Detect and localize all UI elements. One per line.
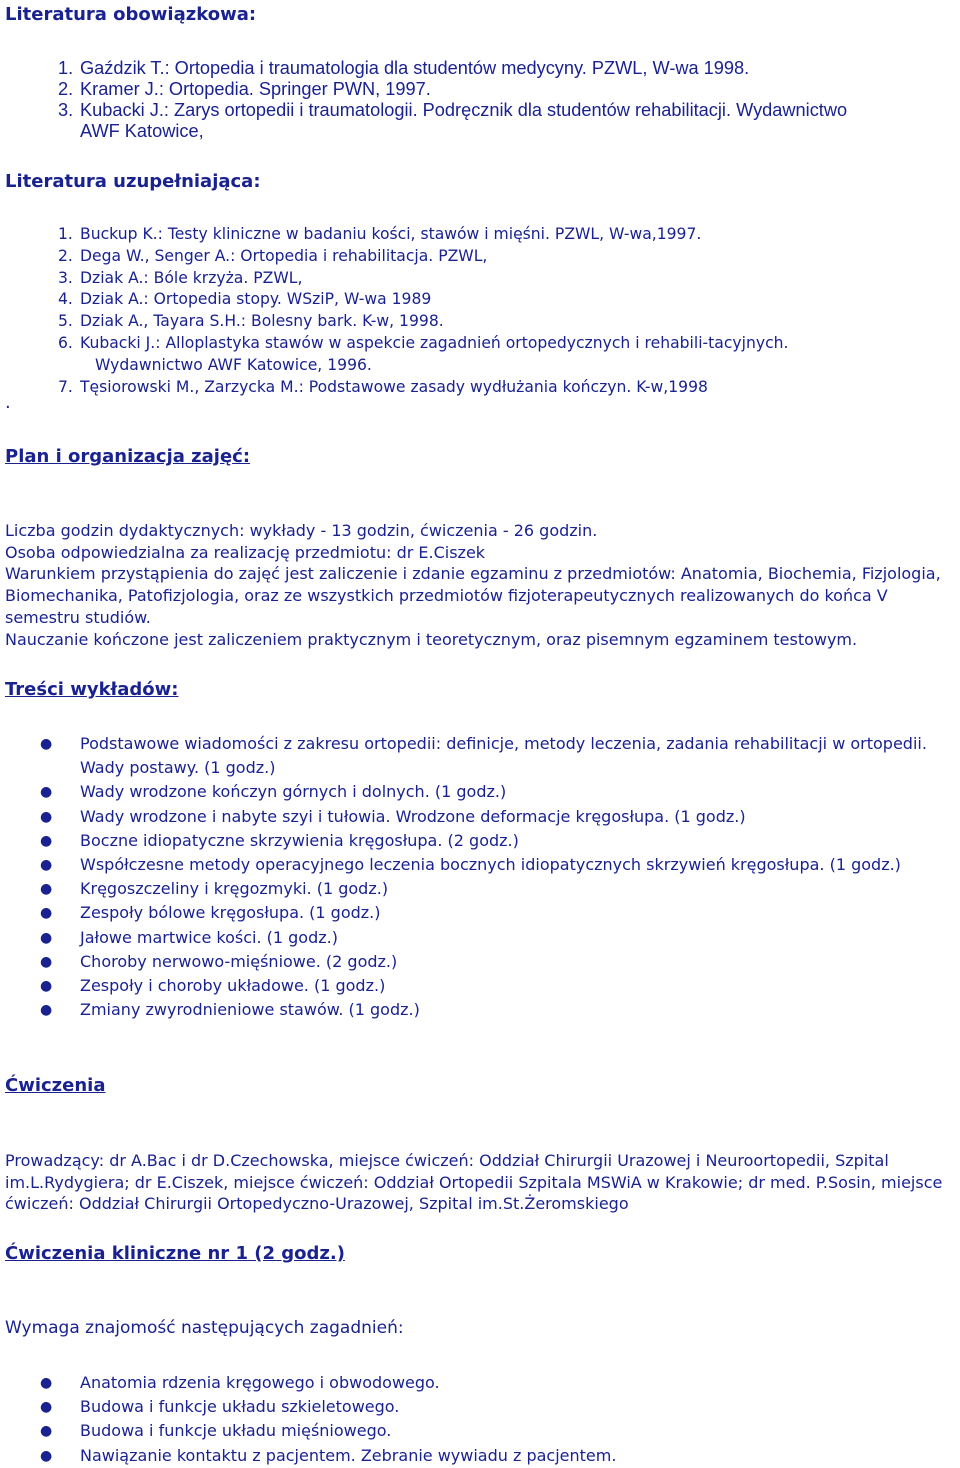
item-text: Anatomia rdzenia kręgowego i obwodowego.	[80, 1373, 440, 1392]
item-text: Kubacki J.: Zarys ortopedii i traumatologii. Podręcznik dla studentów rehabilitacji. Wydawnictwo	[80, 100, 848, 120]
item-text: Dziak A., Tayara S.H.: Bolesny bark. K-w, 1998.	[80, 312, 444, 331]
item-number: 1.	[58, 225, 73, 243]
heading-clinical-exercise-1: Ćwiczenia kliniczne nr 1 (2 godz.)	[5, 1243, 345, 1264]
list-item	[40, 926, 955, 950]
bullet-icon: ●	[40, 929, 53, 946]
list-item	[40, 1371, 955, 1395]
plan-line-completion: Nauczanie kończone jest zaliczeniem praktycznym i teoretycznym, oraz pisemnym egzaminem testowym.	[5, 629, 858, 649]
bullet-icon: ●	[40, 953, 53, 970]
heading-lectures: Treści wykładów:	[5, 679, 179, 700]
item-text: Zespoły bólowe kręgosłupa. (1 godz.)	[80, 903, 381, 923]
list-item	[58, 311, 789, 333]
bullet-icon: ●	[40, 736, 53, 752]
list-item	[40, 805, 955, 829]
plan-line-requirements: Warunkiem przystąpienia do zajęć jest zaliczenie i zdanie egzaminu z przedmiotów: Anatomia, Biochemia, Fizjologia, Biomechanika, Patofizjologia, oraz ze wszystkich przedmiotów fizjoterapeutycznych realizowanych do końca V semestru studiów.	[5, 564, 941, 627]
bullet-icon: ●	[40, 1423, 53, 1440]
item-text: Buckup K.: Testy kliniczne w badaniu kości, stawów i mięśni. PZWL, W-wa,1997.	[80, 225, 702, 243]
plan-line-responsible: Osoba odpowiedzialna za realizację przedmiotu: dr E.Ciszek	[5, 542, 486, 562]
required-literature-list	[58, 58, 848, 142]
item-text: Kubacki J.: Alloplastyka stawów w aspekcie zagadnień ortopedycznych i rehabili-tacyjnych.	[80, 333, 789, 352]
item-text: AWF Katowice,	[80, 121, 204, 141]
bullet-icon: ●	[40, 1375, 53, 1391]
item-text: Kręgoszczeliny i kręgozmyki. (1 godz.)	[80, 879, 389, 899]
item-text: Wady wrodzone kończyn górnych i dolnych. (1 godz.)	[80, 782, 507, 802]
bullet-icon: ●	[40, 832, 53, 849]
list-item	[58, 289, 789, 311]
exercises-paragraph: Prowadzący: dr A.Bac i dr D.Czechowska, miejsce ćwiczeń: Oddział Chirurgii Urazowej i Neuroortopedii, Szpital im.L.Rydygiera; dr E.Ciszek, miejsce ćwiczeń: Oddział Ortopedii Szpitala MSWiA w Krakowie; dr med. P.Sosin, miejsce ćwiczeń: Oddział Chirurgii Ortopedyczno-Urazowej, Szpital im.St.Żeromskiego	[5, 1151, 943, 1214]
item-text: Wydawnictwo AWF Katowice, 1996.	[95, 355, 372, 374]
item-text: Współczesne metody operacyjnego leczenia bocznych idiopatycznych skrzywień kręgosłupa. (1 godz.)	[80, 855, 901, 875]
item-text: Wady wrodzone i nabyte szyi i tułowia. Wrodzone deformacje kręgosłupa. (1 godz.)	[80, 806, 746, 826]
list-item	[58, 100, 848, 121]
heading-supplementary-literature: Literatura uzupełniająca:	[5, 171, 261, 192]
bullet-icon: ●	[40, 784, 53, 801]
item-text: Zmiany zwyrodnieniowe stawów. (1 godz.)	[80, 1000, 420, 1020]
list-item-continuation	[80, 121, 847, 142]
item-text: Zespoły i choroby układowe. (1 godz.)	[80, 976, 386, 996]
item-text: Nawiązanie kontaktu z pacjentem. Zebranie wywiadu z pacjentem.	[80, 1445, 617, 1465]
heading-plan: Plan i organizacja zajęć:	[5, 446, 251, 467]
item-text: Kramer J.: Ortopedia. Springer PWN, 1997.	[80, 79, 431, 99]
item-number: 6.	[58, 333, 73, 352]
item-number: 4.	[58, 290, 73, 309]
bullet-icon: ●	[40, 978, 53, 995]
list-item	[40, 732, 955, 780]
item-number: 3.	[58, 268, 73, 287]
list-item	[40, 829, 955, 853]
plan-paragraph	[5, 520, 960, 650]
list-item	[40, 877, 955, 901]
list-item	[40, 1444, 955, 1468]
supplementary-literature-list	[58, 224, 789, 398]
item-text: Budowa i funkcje układu mięśniowego.	[80, 1421, 392, 1441]
heading-exercises: Ćwiczenia	[5, 1075, 106, 1096]
list-item	[58, 79, 847, 100]
lectures-list	[40, 732, 955, 1022]
bullet-icon: ●	[40, 1399, 53, 1416]
item-text: Tęsiorowski M., Zarzycka M.: Podstawowe zasady wydłużania kończyn. K-w,1998	[80, 377, 708, 396]
item-number: 3.	[58, 100, 74, 120]
list-item	[58, 333, 789, 355]
clinical-exercise-1-subheading: Wymaga znajomość następujących zagadnień:	[5, 1318, 404, 1338]
item-number: 2.	[58, 246, 73, 265]
item-text: Jałowe martwice kości. (1 godz.)	[80, 927, 338, 947]
list-item	[40, 974, 955, 998]
item-number: 5.	[58, 312, 73, 331]
list-item	[58, 58, 847, 79]
list-item	[58, 224, 789, 246]
list-item	[40, 1419, 955, 1443]
bullet-icon: ●	[40, 881, 53, 898]
item-text: Budowa i funkcje układu szkieletowego.	[80, 1397, 400, 1417]
bullet-icon: ●	[40, 1002, 53, 1019]
item-text: Choroby nerwowo-mięśniowe. (2 godz.)	[80, 951, 398, 971]
list-item-continuation	[80, 355, 789, 377]
list-item	[40, 901, 955, 925]
item-number: 7.	[58, 377, 73, 396]
clinical-exercise-1-list	[40, 1371, 955, 1468]
item-number: 1.	[58, 58, 74, 78]
item-text: Gaździk T.: Ortopedia i traumatologia dla studentów medycyny. PZWL, W-wa 1998.	[80, 58, 750, 78]
item-number: 2.	[58, 79, 74, 99]
stray-dot: .	[5, 392, 11, 413]
list-item	[58, 268, 789, 290]
item-text: Podstawowe wiadomości z zakresu ortopedii: definicje, metody leczenia, zadania rehabilitacji w ortopedii. Wady postawy. (1 godz.)	[80, 734, 927, 778]
bullet-icon: ●	[40, 857, 53, 874]
item-text: Dega W., Senger A.: Ortopedia i rehabilitacja. PZWL,	[80, 246, 488, 265]
list-item	[40, 780, 955, 804]
list-item	[40, 950, 955, 974]
bullet-icon: ●	[40, 808, 53, 825]
item-text: Dziak A.: Bóle krzyża. PZWL,	[80, 268, 303, 287]
item-text: Boczne idiopatyczne skrzywienia kręgosłupa. (2 godz.)	[80, 830, 519, 850]
list-item	[40, 998, 955, 1022]
item-text: Dziak A.: Ortopedia stopy. WSziP, W-wa 1989	[80, 290, 432, 309]
plan-line-hours: Liczba godzin dydaktycznych: wykłady - 13 godzin, ćwiczenia - 26 godzin.	[5, 521, 598, 540]
heading-required-literature: Literatura obowiązkowa:	[5, 4, 257, 25]
list-item	[58, 377, 789, 399]
list-item	[58, 246, 789, 268]
bullet-icon: ●	[40, 905, 53, 922]
list-item	[40, 853, 955, 877]
list-item	[40, 1395, 955, 1419]
bullet-icon: ●	[40, 1447, 53, 1464]
